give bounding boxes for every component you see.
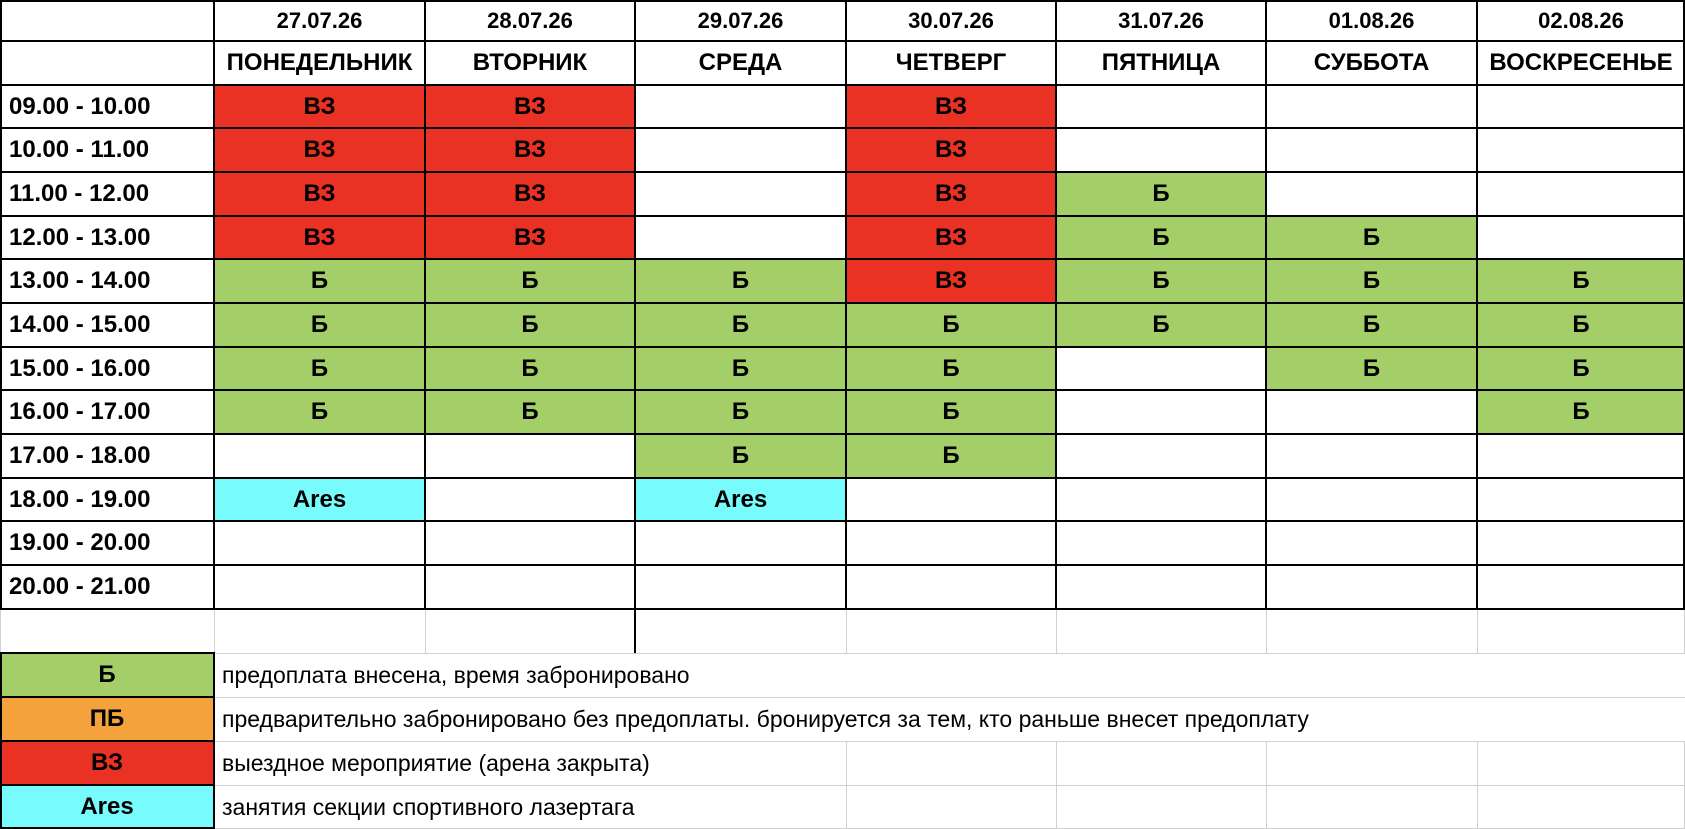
schedule-cell	[1266, 521, 1477, 565]
legend-description: выездное мероприятие (арена закрыта)	[222, 749, 650, 776]
time-slot-label: 13.00 - 14.00	[9, 267, 151, 294]
legend-code: Ares	[0, 785, 214, 829]
grid-line	[1056, 609, 1057, 653]
schedule-cell: Б	[1056, 172, 1266, 216]
schedule-cell: ВЗ	[214, 216, 425, 259]
schedule-cell	[1266, 128, 1477, 172]
grid-line	[0, 84, 1685, 86]
date-header-4: 30.07.26	[908, 7, 994, 33]
grid-line	[1266, 609, 1267, 653]
weekday-header-7: ВОСКРЕСЕНЬЕ	[1489, 49, 1673, 76]
time-slot-label: 20.00 - 21.00	[9, 573, 151, 600]
weekday-header-4: ЧЕТВЕРГ	[895, 49, 1007, 76]
schedule-cell: Б	[425, 347, 635, 390]
schedule-cell	[1056, 128, 1266, 172]
grid-line	[0, 389, 1685, 391]
time-slot-label: 14.00 - 15.00	[9, 311, 151, 338]
grid-line	[1477, 609, 1478, 653]
schedule-cell: Б	[1056, 259, 1266, 303]
legend-description: занятия секции спортивного лазертага	[222, 793, 635, 820]
grid-line	[0, 520, 1685, 522]
schedule-cell	[1266, 85, 1477, 128]
schedule-cell: Б	[425, 303, 635, 347]
schedule-cell	[1266, 172, 1477, 216]
schedule-cell	[1056, 521, 1266, 565]
schedule-cell: Б	[214, 390, 425, 434]
grid-line	[1476, 0, 1478, 609]
schedule-cell: ВЗ	[214, 85, 425, 128]
schedule-cell: Ares	[214, 478, 425, 521]
schedule-cell: Б	[1056, 216, 1266, 259]
grid-line	[0, 740, 215, 742]
time-slot-label: 10.00 - 11.00	[9, 136, 150, 163]
schedule-cell: Б	[635, 347, 846, 390]
date-header-5: 31.07.26	[1118, 7, 1204, 33]
schedule-cell: Ares	[635, 478, 846, 521]
schedule-cell: ВЗ	[214, 172, 425, 216]
schedule-cell	[1477, 172, 1685, 216]
schedule-cell	[635, 521, 846, 565]
schedule-cell	[425, 434, 635, 478]
time-slot-label: 17.00 - 18.00	[9, 442, 151, 469]
schedule-cell: Б	[214, 303, 425, 347]
schedule-cell	[846, 521, 1056, 565]
grid-line	[0, 302, 1685, 304]
schedule-cell: Б	[425, 390, 635, 434]
schedule-cell: Б	[846, 390, 1056, 434]
grid-line	[0, 433, 1685, 435]
grid-line	[1265, 0, 1267, 609]
grid-line	[0, 346, 1685, 348]
grid-line	[634, 609, 636, 653]
schedule-cell	[1266, 478, 1477, 521]
grid-line	[0, 652, 215, 654]
schedule-cell	[635, 216, 846, 259]
schedule-cell: ВЗ	[425, 128, 635, 172]
schedule-cell	[1477, 216, 1685, 259]
time-slot-label: 11.00 - 12.00	[9, 180, 150, 207]
grid-line	[213, 653, 215, 829]
time-slot-label: 19.00 - 20.00	[9, 529, 151, 556]
legend-code: ПБ	[0, 697, 214, 741]
date-header-6: 01.08.26	[1328, 7, 1415, 33]
schedule-cell: ВЗ	[425, 172, 635, 216]
grid-line	[0, 0, 1685, 2]
schedule-cell	[635, 565, 846, 609]
grid-line	[0, 608, 1685, 610]
schedule-cell: ВЗ	[425, 85, 635, 128]
schedule-cell: ВЗ	[425, 216, 635, 259]
schedule-cell: Б	[846, 303, 1056, 347]
schedule-cell: ВЗ	[846, 216, 1056, 259]
date-header-7: 02.08.26	[1538, 7, 1624, 33]
schedule-cell: Б	[214, 347, 425, 390]
weekday-header-2: ВТОРНИК	[472, 49, 588, 76]
grid-line	[213, 0, 215, 609]
grid-line	[424, 0, 426, 609]
schedule-cell: ВЗ	[846, 259, 1056, 303]
grid-line	[0, 564, 1685, 566]
schedule-cell: ВЗ	[846, 85, 1056, 128]
schedule-cell: Б	[1477, 303, 1685, 347]
date-header-2: 28.07.26	[487, 7, 573, 33]
schedule-cell: Б	[1266, 347, 1477, 390]
schedule-cell: Б	[846, 347, 1056, 390]
schedule-cell	[425, 521, 635, 565]
grid-line	[0, 127, 1685, 129]
legend-code: Б	[0, 653, 214, 697]
grid-line	[0, 741, 1685, 742]
schedule-cell	[1477, 128, 1685, 172]
schedule-cell	[1477, 434, 1685, 478]
weekday-header-5: ПЯТНИЦА	[1101, 49, 1221, 76]
schedule-cell	[1477, 565, 1685, 609]
schedule-cell: ВЗ	[846, 128, 1056, 172]
grid-line	[0, 258, 1685, 260]
schedule-cell	[214, 521, 425, 565]
legend-description: предоплата внесена, время забронировано	[222, 661, 690, 688]
schedule-cell: Б	[1477, 390, 1685, 434]
grid-line	[1056, 741, 1057, 829]
grid-line	[1266, 741, 1267, 829]
grid-line	[1477, 741, 1478, 829]
legend-code: ВЗ	[0, 741, 214, 785]
schedule-cell	[1477, 521, 1685, 565]
schedule-cell: Б	[1056, 303, 1266, 347]
weekday-header-3: СРЕДА	[698, 49, 783, 76]
grid-line	[214, 609, 215, 653]
grid-line	[425, 609, 426, 653]
grid-line	[0, 171, 1685, 173]
schedule-cell	[1477, 478, 1685, 521]
schedule-cell: Б	[635, 390, 846, 434]
grid-line	[0, 653, 1685, 654]
grid-line	[846, 741, 847, 829]
time-slot-label: 09.00 - 10.00	[9, 92, 151, 120]
schedule-cell	[214, 434, 425, 478]
schedule-cell: ВЗ	[846, 172, 1056, 216]
time-slot-label: 16.00 - 17.00	[9, 398, 151, 425]
schedule-cell: ВЗ	[214, 128, 425, 172]
weekday-header-1: ПОНЕДЕЛЬНИК	[226, 49, 413, 76]
time-slot-label: 15.00 - 16.00	[9, 354, 151, 382]
schedule-cell	[635, 128, 846, 172]
grid-line	[0, 653, 2, 829]
legend-description: предварительно забронировано без предоплаты. бронируется за тем, кто раньше внесет предоплату	[222, 705, 1309, 732]
schedule-cell	[1477, 85, 1685, 128]
time-slot-label: 18.00 - 19.00	[9, 485, 151, 513]
schedule-cell	[425, 478, 635, 521]
schedule-cell: Б	[635, 434, 846, 478]
schedule-cell	[1056, 478, 1266, 521]
schedule-cell: Б	[425, 259, 635, 303]
schedule-cell	[846, 565, 1056, 609]
schedule-cell	[1056, 390, 1266, 434]
grid-line	[1055, 0, 1057, 609]
schedule-cell	[1056, 565, 1266, 609]
schedule-cell	[1056, 434, 1266, 478]
schedule-cell	[635, 172, 846, 216]
schedule-cell	[1266, 390, 1477, 434]
grid-line	[0, 40, 1685, 42]
grid-line	[0, 785, 1685, 786]
time-slot-label: 12.00 - 13.00	[9, 223, 151, 251]
schedule-cell: Б	[1477, 259, 1685, 303]
grid-line	[0, 215, 1685, 217]
grid-line	[846, 609, 847, 653]
schedule-cell: Б	[214, 259, 425, 303]
schedule-cell	[1266, 434, 1477, 478]
grid-line	[0, 0, 2, 609]
schedule-cell	[214, 565, 425, 609]
grid-line	[0, 697, 1685, 698]
schedule-cell: Б	[1266, 303, 1477, 347]
weekday-header-6: СУББОТА	[1313, 49, 1430, 76]
grid-line	[0, 477, 1685, 479]
schedule-cell	[846, 478, 1056, 521]
schedule-cell	[1056, 85, 1266, 128]
grid-line	[634, 0, 636, 609]
date-header-3: 29.07.26	[697, 7, 784, 33]
grid-line	[0, 696, 215, 698]
schedule-cell: Б	[1266, 259, 1477, 303]
schedule-cell: Б	[846, 434, 1056, 478]
schedule-cell: Б	[635, 303, 846, 347]
schedule-cell	[425, 565, 635, 609]
schedule-cell	[635, 85, 846, 128]
grid-line	[0, 784, 215, 786]
grid-line	[845, 0, 847, 609]
schedule-cell	[1056, 347, 1266, 390]
schedule-cell: Б	[1266, 216, 1477, 259]
date-header-1: 27.07.26	[276, 7, 363, 33]
schedule-cell: Б	[1477, 347, 1685, 390]
schedule-cell: Б	[635, 259, 846, 303]
schedule-cell	[1266, 565, 1477, 609]
